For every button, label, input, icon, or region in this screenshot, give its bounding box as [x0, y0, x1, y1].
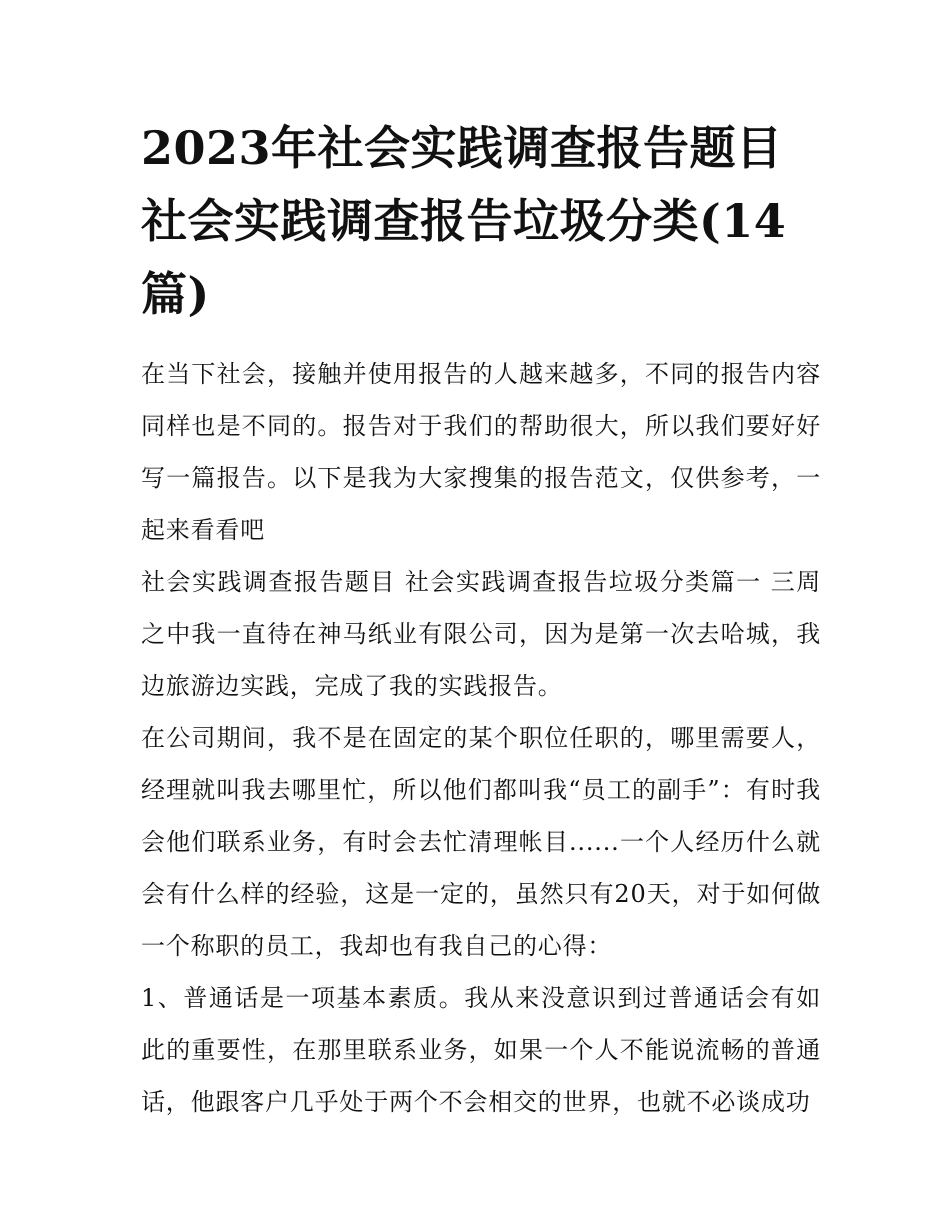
paragraph-section-one: 社会实践调查报告题目 社会实践调查报告垃圾分类篇一 三周之中我一直待在神马纸业有限公司，因为是第一次去哈城，我边旅游边实践，完成了我的实践报告。: [141, 568, 821, 700]
paragraph-intro: 在当下社会，接触并使用报告的人越来越多，不同的报告内容同样也是不同的。报告对于我们的帮助很大，所以我们要好好写一篇报告。以下是我为大家搜集的报告范文，仅供参考，一起来看看吧: [141, 360, 821, 544]
paragraph-point-one: 1、普通话是一项基本素质。我从来没意识到过普通话会有如此的重要性，在那里联系业务，如果一个人不能说流畅的普通话，他跟客户几乎处于两个不会相交的世界，也就不必谈成功: [141, 984, 821, 1116]
document-page: [141, 112, 821, 1128]
document-body: [141, 348, 821, 1128]
paragraph-company-period: 在公司期间，我不是在固定的某个职位任职的，哪里需要人，经理就叫我去哪里忙，所以他们都叫我“员工的副手”：有时我会他们联系业务，有时会去忙清理帐目......一个人经历什么就会有什么样的经验，这是一定的，虽然只有20天，对于如何做一个称职的员工，我却也有我自己的心得：: [141, 724, 821, 960]
document-title: 2023年社会实践调查报告题目 社会实践调查报告垃圾分类(14篇): [141, 121, 787, 321]
